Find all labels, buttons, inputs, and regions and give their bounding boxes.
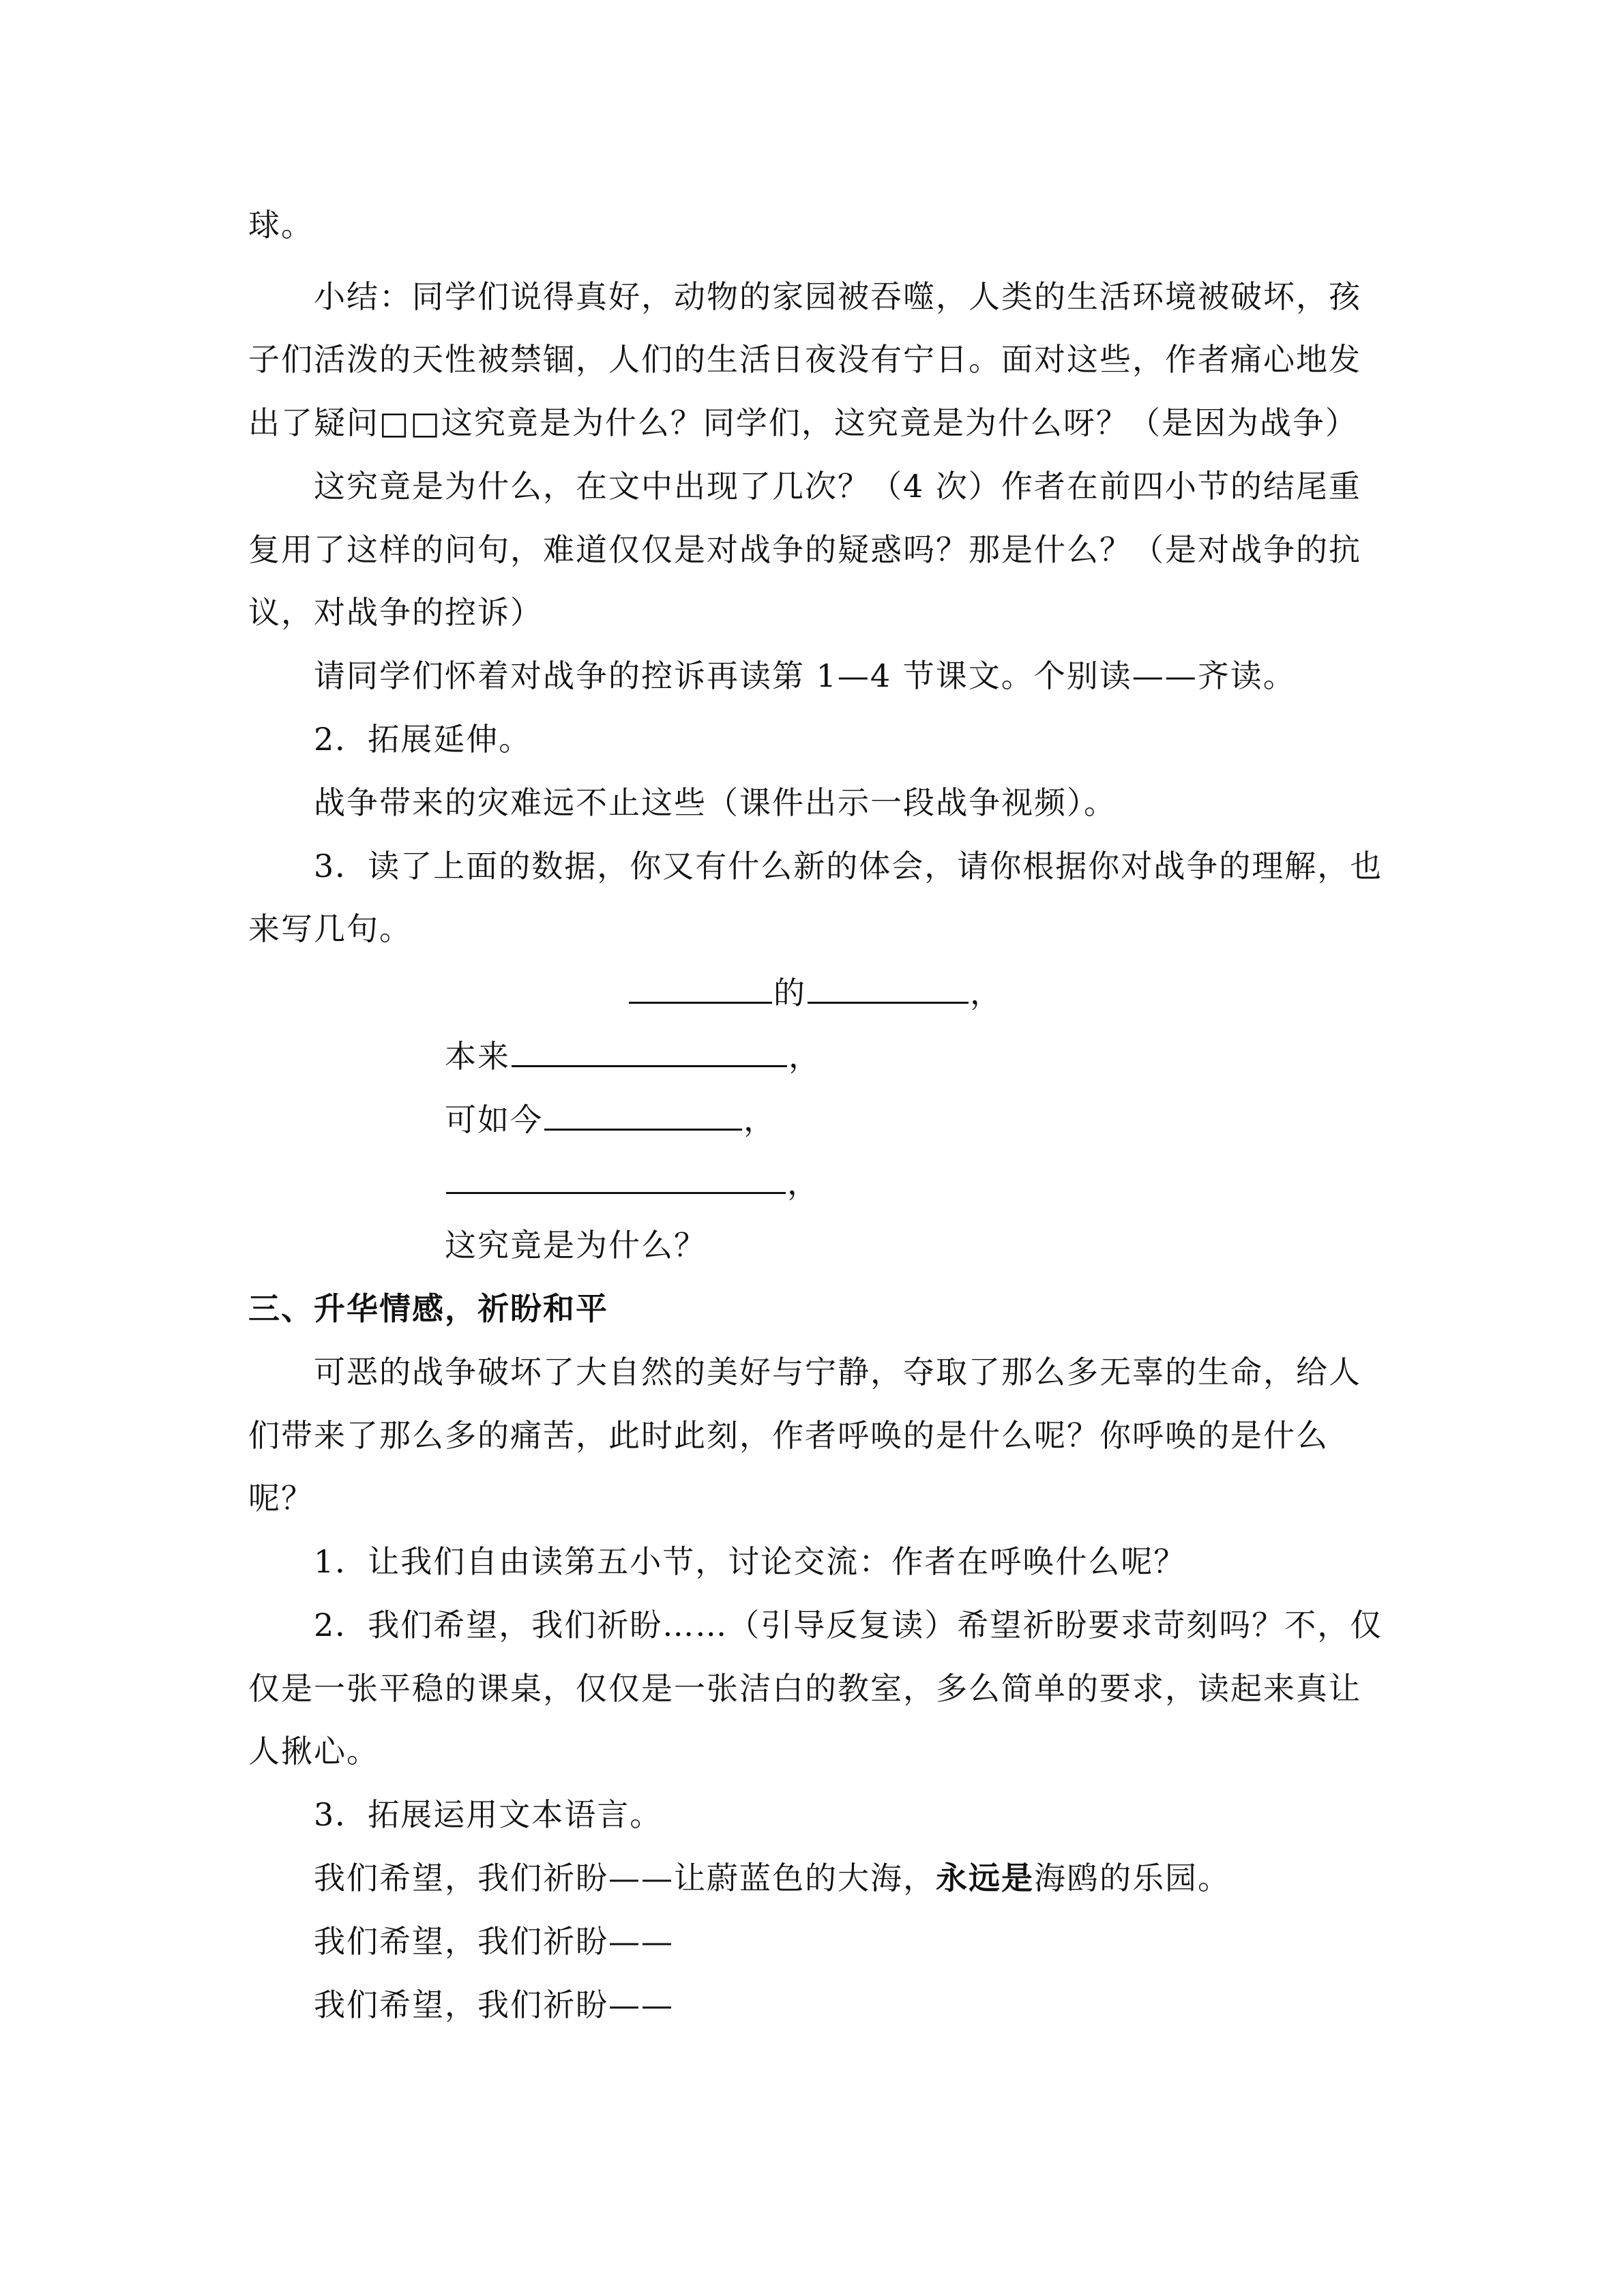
text-line: 我们希望，我们祈盼——让蔚蓝色的大海，永远是海鸥的乐园。 xyxy=(314,1860,1230,1896)
text-line: 们带来了那么多的痛苦，此时此刻，作者呼唤的是什么呢？你呼唤的是什么 xyxy=(248,1417,1329,1454)
poem-line-4: ， xyxy=(445,1162,820,1204)
fill-blank[interactable] xyxy=(544,1099,742,1131)
text-line: 2．拓展延伸。 xyxy=(314,721,532,758)
text-line: 我们希望，我们祈盼—— xyxy=(314,1986,674,2023)
fill-blank[interactable] xyxy=(629,972,772,1004)
text-line: 复用了这样的问句，难道仅仅是对战争的疑惑吗？那是什么？（是对战争的抗 xyxy=(248,531,1361,568)
text-line: 子们活泼的天性被禁锢，人们的生活日夜没有宁日。面对这些，作者痛心地发 xyxy=(248,341,1361,378)
text-line: 呢？ xyxy=(248,1480,314,1517)
emphasis-text: 永远是 xyxy=(936,1860,1034,1896)
fill-blank[interactable] xyxy=(446,1162,786,1194)
text-line: 战争带来的灾难远不止这些（课件出示一段战争视频）。 xyxy=(314,784,1117,821)
poem-line-2: 本来 ， xyxy=(445,1035,821,1077)
fill-blank[interactable] xyxy=(512,1035,787,1067)
poem-line-5: 这究竟是为什么？ xyxy=(445,1227,707,1264)
text-line: 2．我们希望，我们祈盼……（引导反复读）希望祈盼要求苛刻吗？不，仅 xyxy=(314,1607,1383,1643)
text-line: 这究竟是为什么，在文中出现了几次？（4 次）作者在前四小节的结尾重 xyxy=(314,468,1361,505)
text-line: 人揪心。 xyxy=(248,1733,379,1770)
text-line: 小结：同学们说得真好，动物的家园被吞噬，人类的生活环境被破坏，孩 xyxy=(314,278,1361,315)
text-line: 议，对战争的控诉） xyxy=(248,594,543,631)
text-line: 3．读了上面的数据，你又有什么新的体会，请你根据你对战争的理解，也 xyxy=(314,848,1383,884)
text-line: 请同学们怀着对战争的控诉再读第 1—4 节课文。个别读——齐读。 xyxy=(314,657,1296,694)
text-line: 来写几句。 xyxy=(248,910,412,947)
fill-blank[interactable] xyxy=(808,972,969,1004)
text-line: 球。 xyxy=(248,207,314,243)
poem-line-3: 可如今 ， xyxy=(445,1099,776,1140)
text-line: 3．拓展运用文本语言。 xyxy=(314,1796,663,1833)
text-line: 仅是一张平稳的课桌，仅仅是一张洁白的教室，多么简单的要求，读起来真让 xyxy=(248,1670,1361,1707)
text-line: 可恶的战争破坏了大自然的美好与宁静，夺取了那么多无辜的生命，给人 xyxy=(314,1354,1361,1390)
text-line: 1．让我们自由读第五小节，讨论交流：作者在呼唤什么呢？ xyxy=(314,1543,1187,1580)
poem-line-1: 的 ， xyxy=(628,972,1003,1013)
text-line: 我们希望，我们祈盼—— xyxy=(314,1923,674,1960)
text-line: 出了疑问□□这究竟是为什么？同学们，这究竟是为什么呀？（是因为战争） xyxy=(248,404,1358,441)
section-heading: 三、升华情感，祈盼和平 xyxy=(248,1290,608,1327)
